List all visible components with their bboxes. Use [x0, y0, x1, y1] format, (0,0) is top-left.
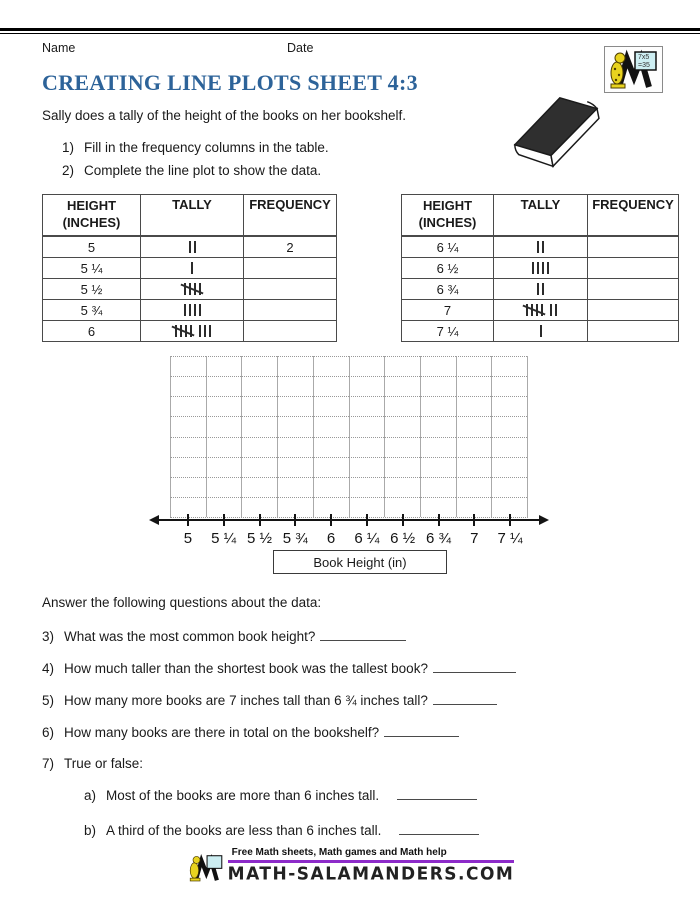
tally-cell	[494, 299, 588, 320]
answer-blank[interactable]	[397, 786, 477, 800]
tally-ones	[550, 304, 557, 316]
axis-tick-label: 6 ¾	[425, 530, 451, 547]
instruction-1-number: 1)	[62, 140, 75, 155]
tally-cell	[494, 236, 588, 257]
grid-cell[interactable]	[384, 437, 420, 457]
question-item	[42, 691, 672, 709]
grid-cell[interactable]	[384, 396, 420, 416]
tally-stroke	[189, 304, 191, 316]
question-text: A third of the books are less than 6 inches tall.	[106, 823, 382, 838]
height-cell: 6 ½	[402, 257, 494, 278]
tally-cell	[141, 299, 244, 320]
question-text: How many more books are 7 inches tall than 6 ¾ inches tall?	[64, 693, 428, 708]
question-item	[42, 723, 672, 741]
header-height: HEIGHT (INCHES)	[402, 195, 494, 235]
axis-tick-label: 5 ½	[246, 530, 272, 547]
footer-tagline: Free Math sheets, Math games and Math help	[228, 846, 515, 863]
grid-cell[interactable]	[456, 376, 492, 396]
grid-cell[interactable]	[241, 396, 277, 416]
tally-marks	[184, 300, 201, 320]
tally-marks	[540, 321, 542, 341]
instruction-1	[62, 140, 329, 155]
frequency-cell[interactable]	[588, 278, 678, 299]
grid-cell[interactable]	[384, 416, 420, 436]
salamander-head	[615, 53, 625, 63]
tally-ones	[537, 283, 544, 295]
tally-marks	[183, 279, 202, 299]
question-number: a)	[84, 788, 97, 803]
grid-cell[interactable]	[349, 396, 385, 416]
height-cell: 6 ¾	[402, 278, 494, 299]
question-number: 7)	[42, 756, 55, 771]
frequency-cell[interactable]	[588, 320, 678, 341]
grid-cell[interactable]	[349, 416, 385, 436]
height-cell: 7 ¼	[402, 320, 494, 341]
tally-cell	[494, 278, 588, 299]
tally-stroke	[204, 325, 206, 337]
tally-stroke	[537, 283, 539, 295]
grid-cell[interactable]	[420, 416, 456, 436]
axis-tick	[259, 514, 261, 526]
table-row	[43, 299, 336, 320]
salamander-feet	[611, 84, 625, 88]
grid-cell[interactable]	[277, 477, 313, 497]
question-text: What was the most common book height?	[64, 629, 316, 644]
axis-tick-label: 5 ¾	[282, 530, 308, 547]
height-cell: 6	[43, 320, 141, 341]
instruction-1-text: Fill in the frequency columns in the table.	[84, 140, 329, 155]
tally-group-of-five	[183, 283, 202, 295]
answer-blank[interactable]	[320, 627, 406, 641]
tally-marks	[525, 300, 557, 320]
grid-cell[interactable]	[349, 477, 385, 497]
axis-arrow-left	[149, 515, 159, 525]
salamander-spot	[618, 74, 620, 76]
header-tally: TALLY	[141, 195, 244, 235]
axis-tick	[509, 514, 511, 526]
question-item	[42, 659, 672, 677]
salamander-head	[193, 856, 200, 863]
grid-cell[interactable]	[456, 457, 492, 477]
question-number: 4)	[42, 661, 55, 676]
grid-cell[interactable]	[491, 457, 527, 477]
question-text: Most of the books are more than 6 inches tall.	[106, 788, 380, 803]
tally-stroke	[184, 304, 186, 316]
grid-cell[interactable]	[313, 437, 349, 457]
grid-cell[interactable]	[456, 356, 492, 376]
grid-cell[interactable]	[349, 437, 385, 457]
tally-stroke	[540, 325, 542, 337]
table-row	[43, 257, 336, 278]
grid-cell[interactable]	[420, 356, 456, 376]
axis-tick	[438, 514, 440, 526]
tally-ones	[189, 241, 196, 253]
answer-blank[interactable]	[399, 821, 479, 835]
tally-ones	[532, 262, 549, 274]
top-divider	[0, 28, 700, 31]
grid-cell[interactable]	[420, 396, 456, 416]
tally-stroke	[209, 325, 211, 337]
questions-section	[42, 595, 672, 856]
grid-cell[interactable]	[456, 416, 492, 436]
table-row	[402, 257, 678, 278]
grid-cell[interactable]	[384, 376, 420, 396]
grid-cell[interactable]	[491, 356, 527, 376]
tally-table-left	[42, 194, 337, 342]
grid-cell[interactable]	[491, 396, 527, 416]
grid-cell[interactable]	[277, 356, 313, 376]
question-text: How much taller than the shortest book was the tallest book?	[64, 661, 428, 676]
question-number: 5)	[42, 693, 55, 708]
grid-cell[interactable]	[313, 477, 349, 497]
tally-marks	[174, 321, 211, 341]
grid-cell[interactable]	[277, 437, 313, 457]
grid-cell[interactable]	[170, 457, 206, 477]
grid-cell[interactable]	[277, 457, 313, 477]
grid-cell[interactable]	[420, 437, 456, 457]
x-axis-label-box: Book Height (in)	[273, 550, 447, 574]
date-label: Date	[287, 41, 314, 55]
plot-grid[interactable]	[170, 356, 528, 518]
frequency-cell[interactable]	[244, 299, 336, 320]
header-frequency: FREQUENCY	[592, 197, 674, 212]
axis-tick-label: 6 ½	[390, 530, 416, 547]
axis-tick-label: 6	[326, 530, 336, 547]
grid-cell[interactable]	[420, 376, 456, 396]
axis-tick	[473, 514, 475, 526]
questions-list	[42, 627, 672, 839]
grid-cell[interactable]	[206, 437, 242, 457]
axis-tick-labels	[170, 530, 528, 547]
table-row	[402, 299, 678, 320]
grid-cell[interactable]	[456, 437, 492, 457]
grid-cell[interactable]	[277, 376, 313, 396]
height-cell: 5 ¾	[43, 299, 141, 320]
grid-cell[interactable]	[456, 477, 492, 497]
math-salamanders-logo	[604, 46, 663, 93]
axis-tick-label: 5 ¼	[211, 530, 237, 547]
frequency-cell: 2	[244, 236, 336, 257]
grid-cell[interactable]	[349, 457, 385, 477]
question-item	[42, 627, 672, 645]
axis-tick	[366, 514, 368, 526]
table-row	[43, 236, 336, 257]
table-row	[43, 278, 336, 299]
tally-group-of-five	[174, 325, 193, 337]
frequency-cell[interactable]	[588, 299, 678, 320]
header-height: HEIGHT (INCHES)	[43, 195, 141, 235]
tally-stroke	[537, 241, 539, 253]
tally-marks	[191, 258, 193, 278]
logo-board-text-2: =35	[638, 62, 650, 69]
table-row	[402, 278, 678, 299]
tally-stroke	[194, 241, 196, 253]
table-header-row	[402, 195, 678, 236]
height-cell: 6 ¼	[402, 236, 494, 257]
grid-cell[interactable]	[313, 376, 349, 396]
instruction-2	[62, 163, 321, 178]
table-row	[402, 320, 678, 341]
frequency-cell[interactable]	[588, 236, 678, 257]
grid-cell[interactable]	[170, 376, 206, 396]
axis-tick-label: 6 ¼	[354, 530, 380, 547]
book-illustration	[503, 90, 601, 180]
tally-cell	[141, 236, 244, 257]
footer-salamander-icon	[186, 848, 226, 888]
grid-cell[interactable]	[277, 396, 313, 416]
grid-cell[interactable]	[170, 396, 206, 416]
grid-cell[interactable]	[420, 477, 456, 497]
question-number: b)	[84, 823, 97, 838]
height-cell: 5 ½	[43, 278, 141, 299]
height-cell: 5	[43, 236, 141, 257]
tally-stroke	[191, 262, 193, 274]
grid-cell[interactable]	[206, 356, 242, 376]
grid-cell[interactable]	[384, 477, 420, 497]
axis-tick	[402, 514, 404, 526]
tally-cell	[141, 257, 244, 278]
top-divider-thin	[0, 33, 700, 34]
tally-group-of-five	[525, 304, 544, 316]
question-number: 3)	[42, 629, 55, 644]
salamander-body	[611, 62, 623, 84]
grid-cell[interactable]	[349, 376, 385, 396]
question-text: True or false:	[64, 756, 144, 771]
grid-cell[interactable]	[206, 416, 242, 436]
grid-cell[interactable]	[206, 457, 242, 477]
grid-cell[interactable]	[420, 457, 456, 477]
tally-stroke	[537, 262, 539, 274]
answer-blank[interactable]	[384, 723, 459, 737]
grid-cell[interactable]	[491, 416, 527, 436]
instruction-2-number: 2)	[62, 163, 75, 178]
grid-cell[interactable]	[206, 376, 242, 396]
table-row	[43, 320, 336, 341]
questions-intro: Answer the following questions about the data:	[42, 595, 322, 610]
grid-cell[interactable]	[206, 477, 242, 497]
tally-stroke	[542, 241, 544, 253]
grid-cell[interactable]	[170, 356, 206, 376]
tally-marks	[532, 258, 549, 278]
answer-blank[interactable]	[433, 691, 497, 705]
height-cell: 7	[402, 299, 494, 320]
axis-tick	[223, 514, 225, 526]
tally-stroke	[532, 262, 534, 274]
grid-cell[interactable]	[313, 396, 349, 416]
header-tally: TALLY	[494, 195, 588, 235]
grid-cell[interactable]	[170, 437, 206, 457]
grid-cell[interactable]	[241, 457, 277, 477]
grid-cell[interactable]	[313, 416, 349, 436]
grid-cell[interactable]	[384, 356, 420, 376]
answer-blank[interactable]	[433, 659, 516, 673]
salamander-logo-icon	[605, 47, 662, 92]
grid-cell[interactable]	[491, 437, 527, 457]
grid-cell[interactable]	[313, 457, 349, 477]
intro-sentence: Sally does a tally of the height of the books on her bookshelf.	[42, 108, 406, 123]
tally-ones	[537, 241, 544, 253]
salamander-feet	[190, 878, 200, 881]
table-row	[402, 236, 678, 257]
grid-cell[interactable]	[241, 356, 277, 376]
axis-tick-label: 7	[470, 530, 479, 547]
grid-cell[interactable]	[456, 396, 492, 416]
tally-ones	[191, 262, 193, 274]
tally-stroke	[555, 304, 557, 316]
tally-stroke	[542, 262, 544, 274]
frequency-cell[interactable]	[244, 278, 336, 299]
footer-site-name: MATH-SALAMANDERS.COM	[227, 863, 515, 885]
grid-cell[interactable]	[241, 477, 277, 497]
line-plot	[170, 356, 528, 570]
tally-ones	[184, 304, 201, 316]
salamander-body	[190, 863, 198, 878]
tally-stroke	[547, 262, 549, 274]
axis-tick	[294, 514, 296, 526]
tally-table-right	[401, 194, 679, 342]
footer	[0, 846, 700, 888]
frequency-cell[interactable]	[244, 257, 336, 278]
tally-stroke	[542, 283, 544, 295]
tally-ones	[199, 325, 211, 337]
grid-cell[interactable]	[313, 356, 349, 376]
tally-stroke	[199, 304, 201, 316]
table-header-row	[43, 195, 336, 236]
tally-cell	[494, 320, 588, 341]
grid-cell[interactable]	[349, 356, 385, 376]
salamander-spot	[615, 79, 617, 81]
page-title: CREATING LINE PLOTS SHEET 4:3	[42, 70, 418, 95]
tally-ones	[540, 325, 542, 337]
logo-board	[207, 856, 222, 869]
grid-cell[interactable]	[384, 457, 420, 477]
frequency-cell[interactable]	[244, 320, 336, 341]
axis-tick-label: 7 ¼	[497, 530, 523, 547]
logo-board-text-1: 7x5	[638, 54, 650, 61]
tally-stroke	[194, 304, 196, 316]
axis-tick-label: 5	[183, 530, 193, 547]
height-cell: 5 ¼	[43, 257, 141, 278]
name-label: Name	[42, 41, 76, 55]
grid-cell[interactable]	[206, 396, 242, 416]
header-frequency: FREQUENCY	[249, 197, 331, 212]
tally-stroke	[199, 325, 201, 337]
question-text: How many books are there in total on the bookshelf?	[64, 725, 380, 740]
question-item	[42, 755, 672, 772]
question-sub-item	[84, 821, 672, 839]
grid-cell[interactable]	[170, 477, 206, 497]
instruction-2-text: Complete the line plot to show the data.	[84, 163, 322, 178]
number-line-axis	[158, 519, 540, 521]
grid-cell[interactable]	[491, 477, 527, 497]
grid-cell[interactable]	[491, 376, 527, 396]
tally-stroke	[189, 241, 191, 253]
salamander-spot	[614, 68, 616, 70]
tally-cell	[494, 257, 588, 278]
tally-marks	[537, 279, 544, 299]
tally-marks	[189, 237, 196, 257]
grid-cell[interactable]	[241, 437, 277, 457]
grid-cell[interactable]	[241, 416, 277, 436]
grid-cell[interactable]	[241, 376, 277, 396]
tally-marks	[537, 237, 544, 257]
grid-cell[interactable]	[170, 416, 206, 436]
axis-arrow-right	[539, 515, 549, 525]
axis-tick	[187, 514, 189, 526]
axis-tick	[330, 514, 332, 526]
tally-cell	[141, 278, 244, 299]
frequency-cell[interactable]	[588, 257, 678, 278]
question-sub-item	[84, 786, 672, 804]
question-number: 6)	[42, 725, 55, 740]
tally-stroke	[550, 304, 552, 316]
tally-cell	[141, 320, 244, 341]
grid-cell[interactable]	[277, 416, 313, 436]
